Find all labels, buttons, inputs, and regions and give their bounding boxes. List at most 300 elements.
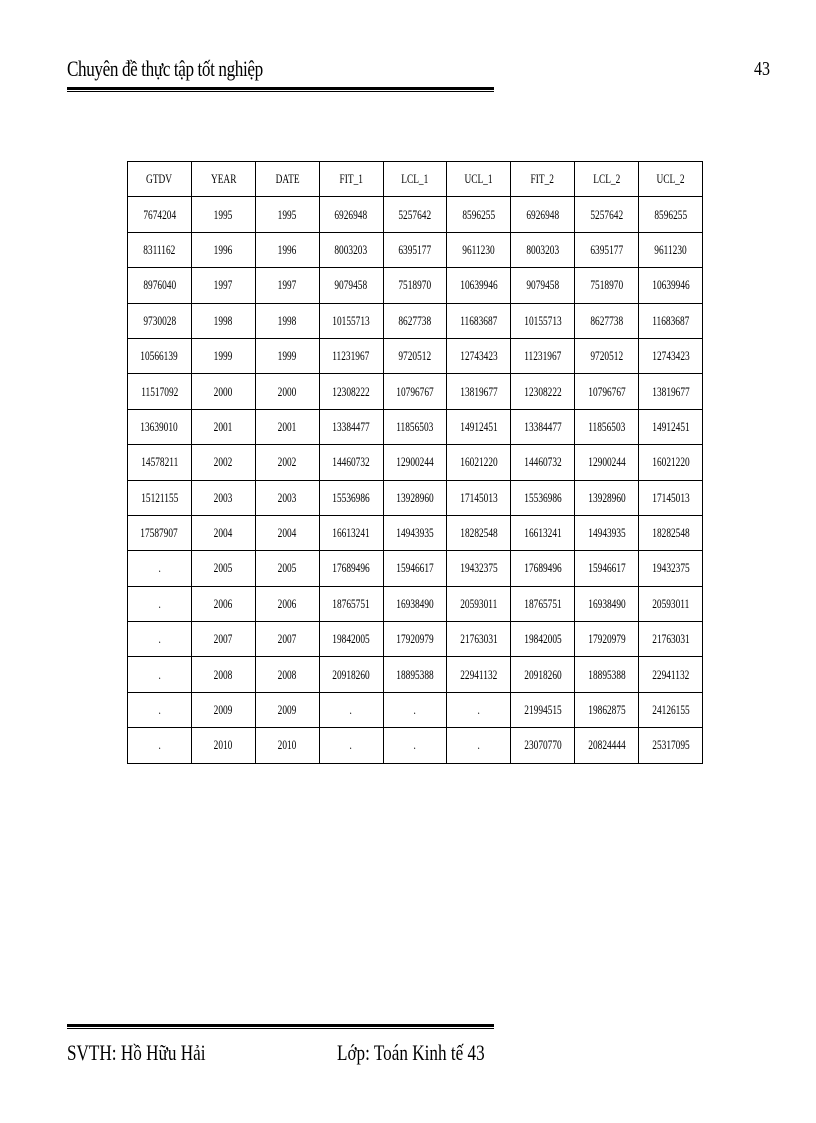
table-cell	[383, 586, 447, 621]
table-cell	[191, 515, 255, 550]
column-header-label: YEAR	[210, 171, 237, 187]
table-cell	[319, 268, 383, 303]
table-cell	[319, 303, 383, 338]
table-cell	[383, 268, 447, 303]
table-cell	[511, 515, 575, 550]
table-cell	[383, 551, 447, 586]
table-cell-value: 2003	[277, 489, 297, 505]
table-cell-value: 15536986	[523, 489, 562, 505]
table-cell-value: 23070770	[523, 737, 562, 753]
table-cell-value: 11856503	[588, 418, 626, 434]
table-cell	[511, 480, 575, 515]
table-cell	[447, 657, 511, 692]
table-cell	[128, 515, 192, 550]
footer-class: Lớp: Toán Kinh tế 43	[337, 1040, 485, 1065]
table-cell	[575, 338, 639, 373]
table-cell-value: 14912451	[651, 418, 690, 434]
table-cell	[128, 409, 192, 444]
table-cell-value: 22941132	[460, 666, 498, 682]
table-cell-value: 10796767	[396, 383, 434, 399]
table-cell	[255, 409, 319, 444]
table-row	[128, 551, 703, 586]
header-rule	[67, 87, 494, 92]
table-cell	[575, 303, 639, 338]
table-cell-value: 13928960	[587, 489, 626, 505]
table-row	[128, 232, 703, 267]
table-cell-value: 2001	[213, 418, 233, 434]
table-cell	[639, 728, 703, 763]
table-cell-value: 19432375	[651, 560, 690, 576]
table-cell-value: 16613241	[332, 525, 370, 541]
table-cell	[128, 480, 192, 515]
table-cell-value: 2007	[277, 631, 297, 647]
table-cell	[383, 515, 447, 550]
table-cell-value: 9720512	[590, 348, 623, 364]
table-row	[128, 268, 703, 303]
table-cell-value: 10796767	[587, 383, 626, 399]
table-cell	[575, 480, 639, 515]
table-cell	[575, 622, 639, 657]
table-cell	[511, 728, 575, 763]
table-cell-value: 9611230	[462, 241, 496, 257]
table-cell	[255, 728, 319, 763]
table-cell	[128, 728, 192, 763]
table-cell	[128, 692, 192, 727]
column-header-label: LCL_2	[593, 171, 621, 187]
table-cell-value: 21763031	[651, 631, 690, 647]
table-cell-value: 8003203	[334, 241, 368, 257]
table-cell-value: .	[413, 737, 417, 753]
table-cell-value: 9079458	[334, 277, 368, 293]
table-cell	[319, 232, 383, 267]
table-cell	[639, 303, 703, 338]
table-cell-value: .	[477, 737, 480, 753]
table-cell-value: 2009	[277, 702, 297, 718]
table-cell-value: 2005	[213, 560, 233, 576]
table-cell-value: 1998	[213, 312, 233, 328]
table-cell	[255, 445, 319, 480]
table-cell-value: .	[477, 702, 480, 718]
table-cell-value: 8003203	[526, 241, 560, 257]
table-cell-value: 16938490	[396, 595, 434, 611]
table-cell	[639, 515, 703, 550]
table-cell-value: 20593011	[460, 595, 498, 611]
column-header	[255, 162, 319, 197]
column-header-label: UCL_1	[464, 171, 493, 187]
page-header-title: Chuyên đề thực tập tốt nghiệp	[67, 56, 263, 81]
table-cell	[447, 445, 511, 480]
column-header-label: LCL_1	[401, 171, 429, 187]
table-cell	[191, 657, 255, 692]
footer-student: SVTH: Hồ Hữu Hải	[67, 1040, 206, 1065]
table-cell	[191, 374, 255, 409]
table-cell	[575, 374, 639, 409]
table-cell-value: 2006	[277, 595, 297, 611]
table-cell	[447, 338, 511, 373]
table-cell-value: 16021220	[460, 454, 498, 470]
table-cell-value: 12900244	[396, 454, 434, 470]
table-cell-value: 1997	[213, 277, 233, 293]
table-cell	[639, 232, 703, 267]
column-header-label: FIT_2	[530, 171, 555, 187]
table-cell-value: 17920979	[396, 631, 434, 647]
table-cell-value: 2008	[277, 666, 297, 682]
table-cell-value: 11231967	[332, 348, 370, 364]
table-cell	[383, 197, 447, 232]
table-cell	[447, 622, 511, 657]
table-cell	[575, 728, 639, 763]
table-cell-value: .	[158, 595, 161, 611]
table-cell	[511, 338, 575, 373]
table-cell	[383, 374, 447, 409]
table-cell	[639, 480, 703, 515]
table-cell	[447, 232, 511, 267]
table-cell	[128, 622, 192, 657]
table-cell	[639, 197, 703, 232]
table-cell-value: 11856503	[396, 418, 434, 434]
table-cell-value: 22941132	[651, 666, 690, 682]
table-cell	[128, 268, 192, 303]
table-cell	[319, 551, 383, 586]
table-cell-value: .	[158, 666, 161, 682]
table-cell-value: 20824444	[587, 737, 626, 753]
column-header-label: FIT_1	[339, 171, 363, 187]
table-cell	[575, 232, 639, 267]
table-cell	[255, 374, 319, 409]
table-cell-value: 21994515	[523, 702, 562, 718]
table-cell	[575, 409, 639, 444]
table-cell-value: .	[158, 737, 161, 753]
table-cell	[255, 197, 319, 232]
table-cell	[191, 232, 255, 267]
table-cell-value: 10155713	[523, 312, 562, 328]
table-cell-value: 2006	[213, 595, 233, 611]
table-cell-value: 10639946	[651, 277, 690, 293]
table-cell-value: .	[158, 702, 161, 718]
table-cell	[575, 692, 639, 727]
table-cell	[511, 692, 575, 727]
column-header	[447, 162, 511, 197]
table-cell	[511, 445, 575, 480]
table-cell	[128, 445, 192, 480]
table-cell-value: 9079458	[526, 277, 560, 293]
table-cell	[255, 338, 319, 373]
table-cell	[447, 374, 511, 409]
data-table	[127, 161, 703, 764]
table-cell	[319, 728, 383, 763]
table-cell	[511, 586, 575, 621]
page-number: 43	[754, 58, 770, 80]
table-cell	[511, 657, 575, 692]
table-cell-value: 8627738	[398, 312, 432, 328]
column-header	[575, 162, 639, 197]
table-cell	[447, 197, 511, 232]
table-row	[128, 480, 703, 515]
table-cell	[319, 445, 383, 480]
table-cell	[255, 232, 319, 267]
column-header	[319, 162, 383, 197]
table-cell-value: 15536986	[332, 489, 370, 505]
table-row	[128, 303, 703, 338]
table-cell-value: 8596255	[654, 206, 687, 222]
column-header	[639, 162, 703, 197]
table-cell-value: 12743423	[460, 348, 498, 364]
table-cell	[575, 268, 639, 303]
table-cell-value: 1997	[277, 277, 297, 293]
table-cell-value: 16021220	[651, 454, 690, 470]
table-cell-value: 18282548	[460, 525, 498, 541]
table-cell	[575, 515, 639, 550]
table-cell	[319, 622, 383, 657]
table-cell-value: 24126155	[651, 702, 690, 718]
table-cell-value: 15121155	[140, 489, 178, 505]
table-cell-value: 19862875	[587, 702, 626, 718]
table-cell-value: 19842005	[523, 631, 562, 647]
table-cell	[383, 409, 447, 444]
table-cell-value: 17145013	[651, 489, 690, 505]
table-cell-value: 16613241	[523, 525, 562, 541]
table-cell-value: 14912451	[460, 418, 498, 434]
table-row	[128, 409, 703, 444]
table-cell-value: 1995	[277, 206, 297, 222]
table-cell	[383, 232, 447, 267]
table-header-row	[128, 162, 703, 197]
table-cell-value: 10639946	[460, 277, 498, 293]
table-cell	[447, 480, 511, 515]
table-cell	[639, 409, 703, 444]
table-row	[128, 622, 703, 657]
table-row	[128, 445, 703, 480]
table-cell	[511, 268, 575, 303]
table-cell	[639, 657, 703, 692]
table-cell-value: 21763031	[460, 631, 498, 647]
table-cell	[128, 586, 192, 621]
table-cell	[128, 551, 192, 586]
table-cell	[383, 622, 447, 657]
table-cell	[191, 480, 255, 515]
table-cell	[255, 657, 319, 692]
column-header-label: UCL_2	[656, 171, 685, 187]
table-cell-value: 2002	[277, 454, 297, 470]
table-cell	[383, 692, 447, 727]
table-cell-value: 17920979	[587, 631, 626, 647]
table-cell	[319, 374, 383, 409]
table-cell-value: 5257642	[590, 206, 623, 222]
table-cell	[383, 657, 447, 692]
table-cell-value: 14460732	[523, 454, 562, 470]
table-cell	[639, 586, 703, 621]
table-cell	[319, 480, 383, 515]
table-cell	[319, 515, 383, 550]
table-cell-value: .	[413, 702, 417, 718]
table-cell	[319, 197, 383, 232]
table-cell	[319, 338, 383, 373]
table-cell	[255, 268, 319, 303]
table-cell-value: .	[349, 702, 353, 718]
table-cell	[511, 374, 575, 409]
table-cell	[128, 657, 192, 692]
table-cell	[639, 268, 703, 303]
table-cell-value: 17145013	[460, 489, 498, 505]
table-cell	[191, 586, 255, 621]
table-row	[128, 374, 703, 409]
table-cell	[511, 551, 575, 586]
column-header	[191, 162, 255, 197]
table-cell	[255, 515, 319, 550]
table-cell-value: 18895388	[396, 666, 434, 682]
table-cell	[575, 586, 639, 621]
table-cell-value: 9611230	[654, 241, 687, 257]
table-cell-value: 6926948	[334, 206, 368, 222]
table-cell-value: 18895388	[587, 666, 626, 682]
table-cell-value: 11231967	[524, 348, 562, 364]
table-cell-value: 1996	[213, 241, 233, 257]
table-cell-value: 19432375	[460, 560, 498, 576]
table-cell-value: 5257642	[398, 206, 432, 222]
table-cell	[575, 197, 639, 232]
table-cell-value: .	[158, 631, 161, 647]
table-cell-value: 12308222	[332, 383, 370, 399]
table-cell	[383, 303, 447, 338]
column-header-label: DATE	[275, 171, 300, 187]
table-cell-value: 14578211	[140, 454, 178, 470]
table-cell-value: 8627738	[590, 312, 623, 328]
table-cell	[511, 622, 575, 657]
table-cell	[447, 692, 511, 727]
table-cell-value: 12900244	[587, 454, 626, 470]
table-cell	[191, 268, 255, 303]
table-cell-value: 1998	[277, 312, 297, 328]
table-cell	[639, 445, 703, 480]
table-cell-value: 13819677	[460, 383, 498, 399]
table-cell-value: 2000	[213, 383, 233, 399]
table-cell	[383, 445, 447, 480]
table-cell	[511, 303, 575, 338]
table-cell-value: 13384477	[523, 418, 562, 434]
table-cell	[639, 338, 703, 373]
table-cell-value: 2005	[277, 560, 297, 576]
table-cell-value: 9730028	[143, 312, 176, 328]
table-cell-value: 12308222	[523, 383, 562, 399]
table-cell-value: 20593011	[651, 595, 690, 611]
table-cell	[191, 409, 255, 444]
table-cell-value: 6395177	[398, 241, 432, 257]
table-row	[128, 197, 703, 232]
table-cell-value: 8976040	[143, 277, 176, 293]
table-cell-value: 2007	[213, 631, 233, 647]
table-cell-value: 1995	[213, 206, 233, 222]
table-cell	[447, 515, 511, 550]
table-cell-value: 9720512	[398, 348, 432, 364]
table-cell	[383, 728, 447, 763]
table-cell	[191, 622, 255, 657]
table-cell-value: 15946617	[396, 560, 434, 576]
table-cell-value: 25317095	[651, 737, 690, 753]
table-cell	[128, 374, 192, 409]
table-cell	[191, 197, 255, 232]
table-row	[128, 692, 703, 727]
table-cell-value: 7518970	[398, 277, 432, 293]
table-cell-value: 11517092	[140, 383, 178, 399]
table-cell-value: 18765751	[523, 595, 562, 611]
table-cell	[447, 551, 511, 586]
table-cell	[639, 622, 703, 657]
table-cell-value: 17587907	[140, 525, 179, 541]
footer-rule	[67, 1024, 494, 1029]
table-cell	[128, 338, 192, 373]
table-cell	[511, 197, 575, 232]
table-cell	[128, 303, 192, 338]
table-cell	[191, 338, 255, 373]
table-cell-value: 2004	[277, 525, 297, 541]
table-cell-value: 2002	[213, 454, 233, 470]
table-cell-value: 8311162	[143, 241, 176, 257]
table-cell	[639, 692, 703, 727]
table-cell	[447, 728, 511, 763]
table-cell-value: 2003	[213, 489, 233, 505]
column-header-label: GTDV	[146, 171, 173, 187]
table-row	[128, 657, 703, 692]
table-row	[128, 586, 703, 621]
table-cell	[191, 728, 255, 763]
table-cell-value: 20918260	[332, 666, 370, 682]
table-cell	[255, 303, 319, 338]
table-cell	[575, 657, 639, 692]
table-cell	[447, 586, 511, 621]
table-cell	[319, 692, 383, 727]
table-cell	[255, 692, 319, 727]
column-header	[383, 162, 447, 197]
table-cell	[383, 480, 447, 515]
table-cell-value: 20918260	[523, 666, 562, 682]
table-row	[128, 515, 703, 550]
table-cell-value: 11683687	[651, 312, 690, 328]
table-cell	[255, 551, 319, 586]
table-cell-value: .	[158, 560, 161, 576]
table-cell-value: 19842005	[332, 631, 370, 647]
table-cell-value: 15946617	[587, 560, 626, 576]
table-row	[128, 338, 703, 373]
table-cell	[447, 409, 511, 444]
table-cell-value: 1996	[277, 241, 297, 257]
table-cell	[319, 657, 383, 692]
column-header	[511, 162, 575, 197]
table-cell-value: 16938490	[587, 595, 626, 611]
table-cell	[128, 197, 192, 232]
table-cell-value: 13384477	[332, 418, 370, 434]
table-cell	[319, 409, 383, 444]
table-cell-value: 1999	[277, 348, 297, 364]
table-cell-value: 2001	[277, 418, 297, 434]
table-cell-value: 10155713	[332, 312, 370, 328]
table-cell	[383, 338, 447, 373]
table-cell-value: 13639010	[140, 418, 179, 434]
table-cell	[255, 480, 319, 515]
table-cell-value: 14460732	[332, 454, 370, 470]
table-cell-value: 1999	[213, 348, 233, 364]
table-cell-value: 17689496	[523, 560, 562, 576]
table-cell	[191, 551, 255, 586]
table-cell-value: 2010	[277, 737, 297, 753]
table-cell	[191, 303, 255, 338]
table-cell	[639, 374, 703, 409]
table-cell-value: 14943935	[587, 525, 626, 541]
table-cell-value: 6926948	[526, 206, 560, 222]
table-cell	[575, 445, 639, 480]
table-cell	[255, 586, 319, 621]
table-cell-value: 11683687	[460, 312, 498, 328]
table-cell	[447, 303, 511, 338]
